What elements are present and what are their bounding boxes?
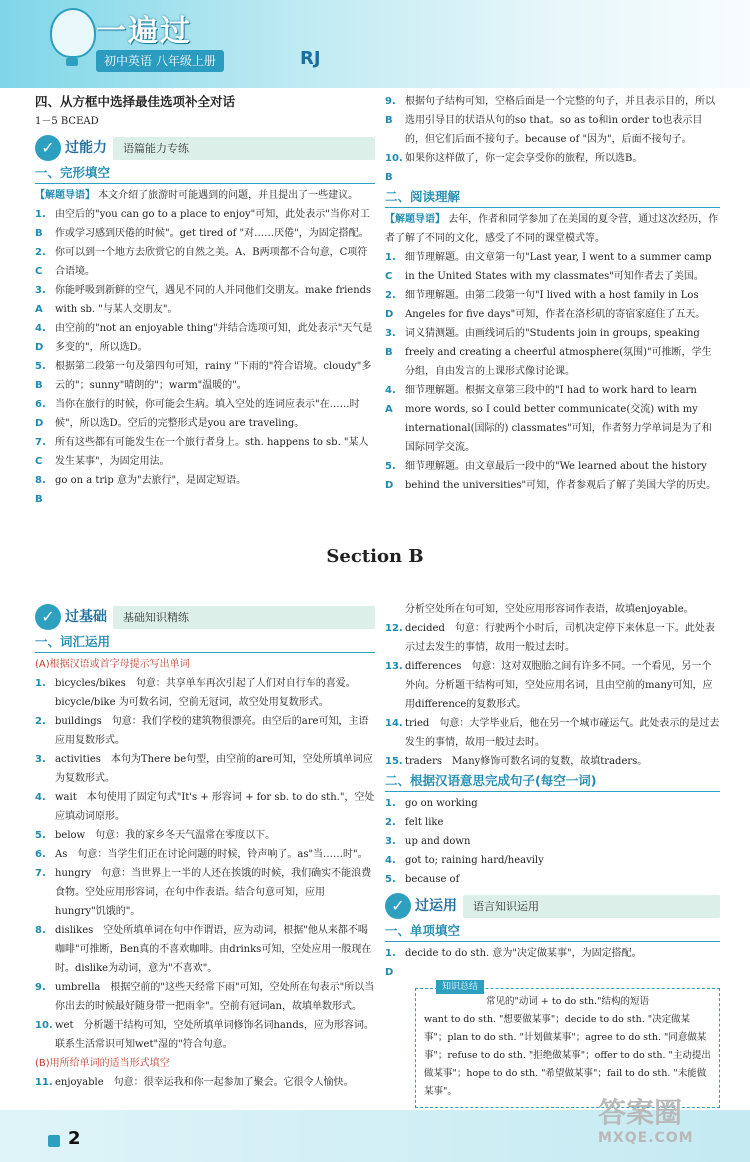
answer-number: 3. A xyxy=(35,285,46,315)
answer-item xyxy=(35,319,375,357)
badge-desc: 语篇能力专练 xyxy=(113,137,375,160)
answer-number: 6. xyxy=(35,849,46,860)
sub-a-title: (A)根据汉语或首字母提示写出单词 xyxy=(35,659,190,670)
answer-item xyxy=(35,845,375,864)
answer-text: umbrella 根据空前的"这些天经常下雨"可知，空处所在句表示"所以当你出去的时候最好随身带一把雨伞"。空前有冠词an，故填单数形式。 xyxy=(55,982,375,1012)
balloon-basket-icon xyxy=(66,58,78,66)
reading-answers xyxy=(385,248,720,495)
section-rule xyxy=(35,183,375,184)
vocab-answers-cont xyxy=(385,619,720,771)
brand-code: RJ xyxy=(300,48,321,69)
answer-item xyxy=(35,1016,375,1054)
answer-text: wait 本句使用了固定句式"It's + 形容词 + for sb. to do sth."，空处应填动词原形。 xyxy=(55,792,375,822)
brand-subtitle: 初中英语 八年级上册 xyxy=(96,50,224,72)
answer-item xyxy=(35,357,375,395)
answer-item xyxy=(35,712,375,750)
right-bottom-column xyxy=(385,600,720,1108)
answer-text: enjoyable 句意：很幸运我和你一起参加了聚会。它很令人愉快。 xyxy=(55,1077,354,1088)
watermark xyxy=(598,1096,694,1146)
summary-title: 知识总结 xyxy=(436,980,484,994)
answer-number: 8. B xyxy=(35,475,46,505)
answer-text: differences 句意：这对双胞胎之间有许多不同。一个看见，另一个外向。分析题干结构可知，空处应用名词，且由空前的many可知，应用difference的复数形式。 xyxy=(405,661,713,710)
answer-item xyxy=(35,788,375,826)
answer-item xyxy=(385,752,720,771)
answer-text: activities 本句为There be句型，由空前的are可知，空处所填单词应为复数形式。 xyxy=(55,754,373,784)
answer-number: 2. xyxy=(35,716,46,727)
badge-basics xyxy=(35,604,375,630)
single-choice-answers xyxy=(385,944,720,982)
left-top-column xyxy=(35,92,375,509)
answer-text: 所有这些都有可能发生在一个旅行者身上。sth. happens to sb. "某人发生某事"，为固定用法。 xyxy=(55,437,369,467)
section-rule xyxy=(385,941,720,942)
section-rule xyxy=(385,791,720,792)
answer-text: 细节理解题。由文章第一句"Last year, I went to a summer camp in the United States with my classmates"可知作者去了美国。 xyxy=(405,252,712,282)
answer-number: 10. xyxy=(35,1020,53,1031)
single-choice-title: 一、单项填空 xyxy=(385,923,461,938)
answer-item xyxy=(35,395,375,433)
answer-text: below 句意：我的家乡冬天气温常在零度以下。 xyxy=(55,830,276,841)
guide-text: 去年，作者和同学参加了在美国的夏令营，通过这次经历，作者了解了不同的文化，感受了不同的课堂模式等。 xyxy=(385,214,719,244)
answer-text: 细节理解题。根据文章第三段中的"I had to work hard to learn more words, so I could better communicate(交流) with my international(国际的) classmates"可知，作者努力学单词是为了和国际同学交流。 xyxy=(405,385,712,453)
answer-number: 4. xyxy=(35,792,46,803)
cloze-answers-cont xyxy=(385,92,720,187)
answer-number: 3. B xyxy=(385,328,396,358)
answer-text: buildings 句意：我们学校的建筑物很漂亮。由空后的are可知，主语应用复数形式。 xyxy=(55,716,369,746)
answer-item xyxy=(35,921,375,978)
answer-item xyxy=(385,92,720,149)
answer-text: up and down xyxy=(405,836,471,847)
badge-desc: 基础知识精练 xyxy=(113,606,375,629)
answer-item xyxy=(35,864,375,921)
answer-text: 细节理解题。由文章最后一段中的"We learned about the history behind the universities"可知，作者参观后了解了美国大学的历史。 xyxy=(405,461,717,491)
answer-text: 由空后的"you can go to a place to enjoy"可知，此处表示"当你对工作或学习感到厌倦的时候"。get tired of "对……厌倦"，为固定搭配。 xyxy=(55,209,370,239)
guide-text: 本文介绍了旅游时可能遇到的问题，并且提出了一些建议。 xyxy=(98,190,359,201)
answer-number: 15. xyxy=(385,756,403,767)
answer-text: because of xyxy=(405,874,460,885)
badge-usage xyxy=(385,893,720,919)
knowledge-summary xyxy=(415,982,720,1108)
answer-item xyxy=(35,826,375,845)
answer-text: traders Many修饰可数名词的复数，故填traders。 xyxy=(405,756,648,767)
guide-label: 【解题导语】 xyxy=(385,214,445,225)
check-icon: ✓ xyxy=(35,135,61,161)
answer-number: 3. xyxy=(385,836,396,847)
answer-item xyxy=(385,813,720,832)
page-number: 2 xyxy=(68,1128,81,1149)
sub-b-title: (B)用所给单词的适当形式填空 xyxy=(35,1058,170,1069)
answer-item xyxy=(385,851,720,870)
answer-text: go on a trip 意为"去旅行"，是固定短语。 xyxy=(55,475,247,486)
answer-item xyxy=(385,286,720,324)
guide-label: 【解题导语】 xyxy=(35,190,95,201)
answer-item xyxy=(385,714,720,752)
answer-number: 9. B xyxy=(385,96,396,126)
badge-ability xyxy=(35,135,375,161)
answer-item xyxy=(385,381,720,457)
answer-item xyxy=(35,205,375,243)
answer-text: dislikes 空处所填单词在句中作谓语，应为动词，根据"他从来都不喝咖啡"可推断，Ben真的不喜欢咖啡。由drinks可知，空处应用一般现在时。dislike为动词，意为"不喜欢"。 xyxy=(55,925,372,974)
complete-sentences-title: 二、根据汉语意思完成句子(每空一词) xyxy=(385,773,597,788)
answer-text: tried 句意：大学毕业后，他在另一个城市碰运气。此处表示的是过去发生的事情，故用一般过去时。 xyxy=(405,718,720,748)
answer-item xyxy=(385,870,720,889)
answer-number: 6. D xyxy=(35,399,46,429)
answer-item xyxy=(385,794,720,813)
answer-number: 5. xyxy=(385,874,396,885)
hot-air-balloon-icon xyxy=(50,8,96,58)
answer-number: 10. B xyxy=(385,153,403,183)
page-marker-icon xyxy=(48,1135,60,1147)
section-rule xyxy=(385,207,720,208)
vocab-answers-a xyxy=(35,674,375,1054)
answer-number: 7. C xyxy=(35,437,46,467)
answer-text: 如果你这样做了，你一定会享受你的旅程，所以选B。 xyxy=(405,153,643,164)
answer-text: As 句意：当学生们正在讨论问题的时候，铃声响了。as"当……时"。 xyxy=(55,849,368,860)
badge-name: 过运用 xyxy=(415,897,457,914)
check-icon: ✓ xyxy=(35,604,61,630)
answer-item xyxy=(35,674,375,712)
answer-text: 细节理解题。由第二段第一句"I lived with a host family in Los Angeles for five days"可知，作者在洛杉矶的寄宿家庭住了五天。 xyxy=(405,290,706,320)
answer-number: 12. xyxy=(385,623,403,634)
answer-number: 1. B xyxy=(35,209,46,239)
answer-item xyxy=(385,324,720,381)
guide xyxy=(385,210,720,248)
summary-line: 常见的"动词 + to do sth."结构的短语 xyxy=(486,996,649,1007)
answer-number: 4. A xyxy=(385,385,396,415)
answer-text: hungry 句意：当世界上一半的人还在挨饿的时候，我们确实不能浪费食物。空处应用形容词，在句中作表语。结合句意可知，应用hungry"饥饿的"。 xyxy=(55,868,372,917)
answer-item xyxy=(385,457,720,495)
check-icon: ✓ xyxy=(385,893,411,919)
guide xyxy=(35,186,375,205)
badge-name: 过基础 xyxy=(65,608,107,625)
answer-number: 7. xyxy=(35,868,46,879)
answer-item xyxy=(35,750,375,788)
answer-item xyxy=(35,471,375,509)
answer-item xyxy=(385,944,720,982)
badge-name: 过能力 xyxy=(65,139,107,156)
answer-number: 1. C xyxy=(385,252,396,282)
section-rule xyxy=(35,652,375,653)
answer-text: bicycles/bikes 句意：共享单车再次引起了人们对自行车的喜爱。bicycle/bike 为可数名词，空前无冠词，故空处用复数形式。 xyxy=(55,678,356,708)
watermark-text: 答案圈 xyxy=(598,1096,683,1129)
answer-item xyxy=(385,832,720,851)
answer-text: 由空前的"not an enjoyable thing"并结合选项可知，此处表示"天气是多变的"，所以选D。 xyxy=(55,323,373,353)
answer-item xyxy=(35,978,375,1016)
summary-line: want to do sth. "想要做某事"；decide to do sth. "决定做某事"；plan to do sth. "计划做某事"；agree to do sth. "同意做某事"；refuse to do sth. "拒绝做某事"；offer to do sth. "主动提出做某事"；hope to do sth. "希望做某事"；fail to do sth. "未能做某事"。 xyxy=(424,1014,711,1097)
cloze-answers xyxy=(35,205,375,509)
answer-text: go on working xyxy=(405,798,478,809)
answer-text: wet 分析题干结构可知，空处所填单词修饰名词hands，应为形容词。联系生活常识可知wet"湿的"符合句意。 xyxy=(55,1020,374,1050)
right-top-column xyxy=(385,92,720,495)
reading-title: 二、阅读理解 xyxy=(385,189,461,204)
answer-number: 9. xyxy=(35,982,46,993)
header-banner xyxy=(0,0,750,88)
answer-number: 4. xyxy=(385,855,396,866)
answer-text: 词义猜测题。由画线词后的"Students join in groups, speaking freely and creating a cheerful atmosphere(氛围)"可推断，学生分组，自由发言的上课形式像讨论课。 xyxy=(405,328,712,377)
cloze-title: 一、完形填空 xyxy=(35,165,111,180)
answer-text: decided 句意：行驶两个小时后，司机决定停下来休息一下。此处表示过去发生的事情，故用一般过去时。 xyxy=(405,623,715,653)
section4-title: 四、从方框中选择最佳选项补全对话 xyxy=(35,94,236,109)
answer-text: decide to do sth. 意为"决定做某事"，为固定搭配。 xyxy=(405,948,642,959)
answer-number: 2. C xyxy=(35,247,46,277)
section4-answer: 1－5 BCEAD xyxy=(35,116,99,127)
complete-sentences-answers xyxy=(385,794,720,889)
answer-number: 14. xyxy=(385,718,403,729)
answer-number: 2. D xyxy=(385,290,396,320)
answer-item xyxy=(385,149,720,187)
answer-text: 根据第二段第一句及第四句可知，rainy "下雨的"符合语境。cloudy"多云的"；sunny"晴朗的"；warm"温暖的"。 xyxy=(55,361,372,391)
answer-number: 8. xyxy=(35,925,46,936)
section-b-heading: Section B xyxy=(326,546,424,567)
vocab-answers-b xyxy=(35,1073,375,1092)
answer-number: 1. D xyxy=(385,948,396,978)
watermark-url: MXQE.COM xyxy=(598,1130,694,1146)
answer-number: 1. xyxy=(35,678,46,689)
brand-title: 一遍过 xyxy=(96,14,192,49)
answer-number: 1. xyxy=(385,798,396,809)
answer-text: 你可以到一个地方去欣赏它的自然之美。A、B两项都不合句意，C项符合语境。 xyxy=(55,247,368,277)
answer-number: 5. D xyxy=(385,461,396,491)
badge-desc: 语言知识运用 xyxy=(463,895,720,918)
left-bottom-column xyxy=(35,600,375,1092)
answer-text: felt like xyxy=(405,817,444,828)
answer-item xyxy=(385,248,720,286)
answer-item xyxy=(35,1073,375,1092)
answer-text: 当你在旅行的时候，你可能会生病。填入空处的连词应表示"在……时候"，所以选D。空后的完整形式是you are traveling。 xyxy=(55,399,360,429)
answer-text: 根据句子结构可知，空格后面是一个完整的句子，并且表示目的，所以选用引导目的状语从句的so that。so as to和in order to也表示目的，但它们后面不接句子。because of "因为"，后面不接句子。 xyxy=(405,96,715,145)
continued-text: 分析空处所在句可知，空处应用形容词作表语，故填enjoyable。 xyxy=(405,604,694,615)
answer-number: 3. xyxy=(35,754,46,765)
answer-number: 13. xyxy=(385,661,403,672)
vocab-title: 一、词汇运用 xyxy=(35,634,111,649)
answer-number: 2. xyxy=(385,817,396,828)
answer-item xyxy=(35,433,375,471)
answer-number: 5. xyxy=(35,830,46,841)
answer-text: 你能呼吸到新鲜的空气，遇见不同的人并同他们交朋友。make friends with sb. "与某人交朋友"。 xyxy=(55,285,372,315)
answer-number: 11. xyxy=(35,1077,53,1088)
answer-item xyxy=(385,619,720,657)
answer-item xyxy=(385,657,720,714)
answer-number: 5. B xyxy=(35,361,46,391)
answer-number: 4. D xyxy=(35,323,46,353)
answer-text: got to; raining hard/heavily xyxy=(405,855,544,866)
answer-item xyxy=(35,281,375,319)
answer-item xyxy=(35,243,375,281)
